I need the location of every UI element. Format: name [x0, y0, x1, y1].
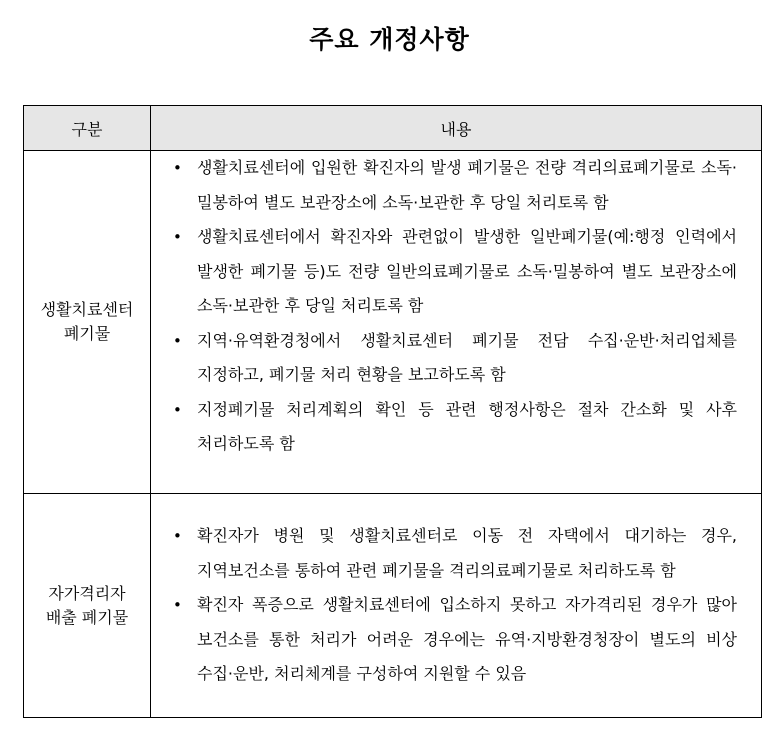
bullet-icon: •: [173, 400, 182, 419]
bullet-list: [173, 151, 737, 462]
list-item: [173, 220, 737, 324]
list-item: [173, 393, 737, 462]
list-item-text: 확진자 폭증으로 생활치료센터에 입소하지 못하고 자가격리된 경우가 많아 보건소를 통한 처리가 어려운 경우에는 유역·지방환경청장이 별도의 비상 수집·운반, 처리체계를 구성하여 지원할 수 있음: [197, 595, 737, 684]
row-category-line: 배출 폐기물: [45, 607, 129, 627]
list-item-text: 생활치료센터에 입원한 확진자의 발생 폐기물은 전량 격리의료폐기물로 소독·밀봉하여 별도 보관장소에 소독·보관한 후 당일 처리토록 함: [197, 158, 737, 212]
bullet-icon: •: [173, 331, 182, 350]
list-item-text: 생활치료센터에서 확진자와 관련없이 발생한 일반폐기물(예:행정 인력에서 발생한 폐기물 등)도 전량 일반의료폐기물로 소독·밀봉하여 별도 보관장소에 소독·보관한 후 당일 처리토록 함: [197, 227, 737, 315]
table-row: [24, 151, 762, 494]
row-category-line: 폐기물: [63, 324, 111, 343]
bullet-icon: •: [173, 527, 182, 546]
list-item-text: 확진자가 병원 및 생활치료센터로 이동 전 자택에서 대기하는 경우, 지역보건소를 통하여 관련 폐기물을 격리의료폐기물로 처리하도록 함: [197, 526, 737, 580]
row-content: [151, 494, 762, 718]
row-category-line: 자가격리자: [48, 583, 126, 603]
bullet-icon: •: [173, 159, 182, 177]
list-item: [173, 151, 737, 220]
header-category: 구분: [24, 106, 151, 151]
row-category: [24, 494, 151, 718]
list-item: [173, 324, 737, 393]
row-category: [24, 151, 151, 494]
table-header-row: [24, 106, 762, 151]
row-category-line: 생활치료센터: [40, 300, 134, 319]
row-content: [151, 151, 762, 494]
revision-table: [23, 105, 762, 718]
page-title: 주요 개정사항: [309, 25, 470, 54]
list-item-text: 지역·유역환경청에서 생활치료센터 폐기물 전담 수집·운반·처리업체를 지정하고, 폐기물 처리 현황을 보고하도록 함: [197, 330, 737, 384]
list-item-text: 지정폐기물 처리계획의 확인 등 관련 행정사항은 절차 간소화 및 사후 처리하도록 함: [197, 399, 737, 453]
bullet-icon: •: [173, 228, 182, 246]
header-content: 내용: [151, 106, 762, 151]
bullet-list: [173, 519, 737, 692]
table-row: [24, 494, 762, 718]
bullet-icon: •: [173, 596, 182, 615]
list-item: [173, 519, 737, 588]
list-item: [173, 588, 737, 692]
